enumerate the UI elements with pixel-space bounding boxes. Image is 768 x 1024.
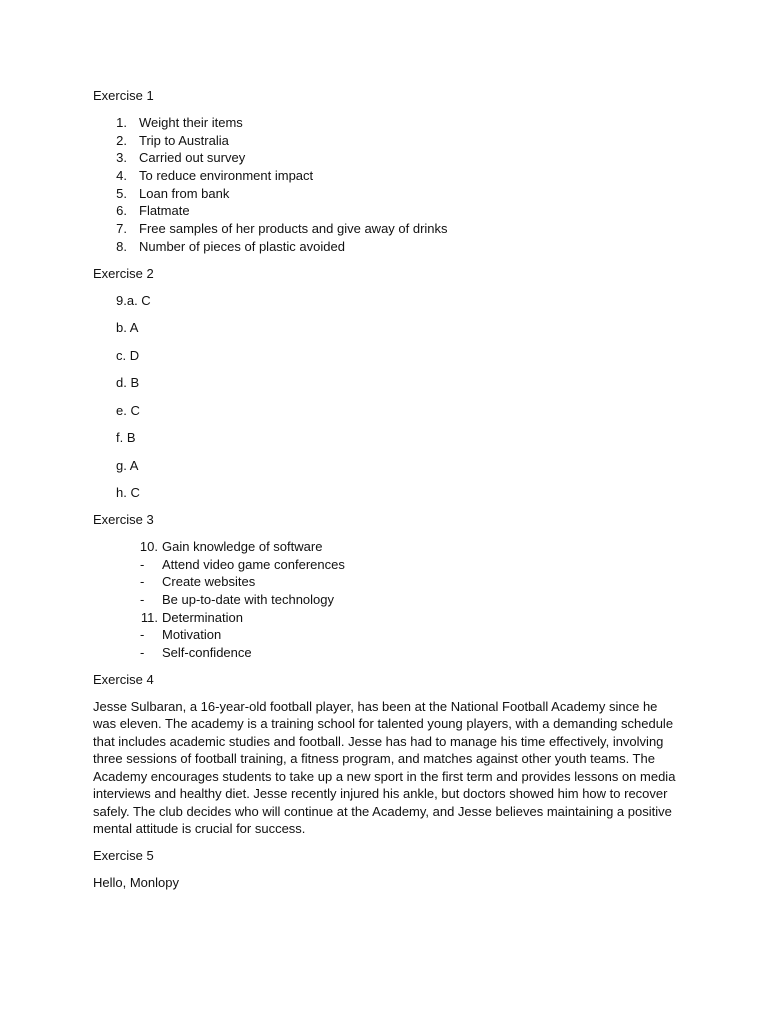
list-text: Weight their items: [139, 115, 243, 130]
list-item: [93, 538, 677, 556]
list-text: Free samples of her products and give away of drinks: [139, 221, 448, 237]
list-number: 6.: [116, 203, 127, 219]
list-item: [93, 573, 677, 591]
exercise-4-paragraph: Jesse Sulbaran, a 16-year-old football player, has been at the National Football Academy since he was eleven. The academy is a training school for talented young players, with a demanding schedule that includes academic studies and football. Jesse has had to manage his time effectively, involving three sessions of football training, a fitness program, and matches against other youth teams. The Academy encourages students to take up a new sport in the first term and provides lessons on media interviews and healthy diet. Jesse recently injured his ankle, but doctors showed him how to recover safely. The club decides who will continue at the Academy, and Jesse believes maintaining a positive mental attitude is crucial for success.: [93, 698, 676, 837]
answer-line: c. D: [116, 347, 140, 363]
list-text: Be up-to-date with technology: [162, 592, 334, 608]
list-text: Gain knowledge of software: [162, 539, 323, 554]
list-text: To reduce environment impact: [139, 168, 314, 184]
list-text: Attend video game conferences: [162, 556, 345, 572]
exercise-2-heading: Exercise 2: [93, 265, 154, 281]
list-text: Motivation: [162, 627, 222, 643]
list-text: Create websites: [162, 574, 256, 590]
list-bullet: -: [140, 574, 145, 590]
list-number: 3.: [116, 150, 127, 166]
list-item: [93, 114, 677, 132]
list-bullet: -: [140, 627, 145, 643]
exercise-2-answers: [93, 292, 677, 503]
list-item: [93, 220, 677, 238]
list-text: Carried out survey: [139, 150, 246, 166]
document-page: [93, 87, 677, 892]
exercise-3-heading: Exercise 3: [93, 512, 154, 527]
list-item: [93, 185, 677, 203]
list-text: Flatmate: [139, 203, 190, 219]
list-item: [93, 556, 677, 574]
answer-line: h. C: [116, 485, 140, 500]
list-number: 8.: [116, 238, 127, 254]
list-text: Self-confidence: [162, 645, 252, 661]
exercise-5-heading: Exercise 5: [93, 847, 154, 863]
list-number: 1.: [116, 115, 127, 130]
list-text: Loan from bank: [139, 185, 230, 201]
list-item: [93, 167, 677, 185]
list-number: 5.: [116, 185, 127, 201]
exercise-3-list: [93, 538, 677, 662]
list-text: Determination: [162, 609, 243, 625]
answer-line: d. B: [116, 375, 140, 390]
answer-line: b. A: [116, 320, 139, 335]
list-item: [93, 149, 677, 167]
list-item: [93, 626, 677, 644]
list-number: 7.: [116, 221, 127, 237]
exercise-5-greeting: Hello, Monlopy: [93, 874, 179, 890]
list-bullet: -: [140, 592, 145, 608]
answer-line: f. B: [116, 430, 136, 445]
exercise-1-list: [93, 114, 677, 256]
list-item: [93, 609, 677, 627]
answer-line: e. C: [116, 402, 140, 418]
list-item: [93, 238, 677, 256]
exercise-1-heading: Exercise 1: [93, 88, 154, 103]
list-number: 4.: [116, 168, 127, 184]
list-item: [93, 591, 677, 609]
list-number: 10.: [139, 539, 158, 554]
list-text: Number of pieces of plastic avoided: [139, 238, 345, 254]
exercise-4-heading: Exercise 4: [93, 671, 154, 687]
answer-line: 9.a. C: [116, 292, 151, 308]
answer-line: g. A: [116, 457, 139, 473]
list-item: [93, 202, 677, 220]
list-number: 2.: [116, 132, 127, 148]
list-bullet: -: [140, 556, 145, 572]
list-number: 11.: [140, 609, 158, 625]
list-text: Trip to Australia: [139, 132, 229, 148]
list-item: [93, 644, 677, 662]
list-bullet: -: [140, 645, 145, 661]
list-item: [93, 132, 677, 150]
